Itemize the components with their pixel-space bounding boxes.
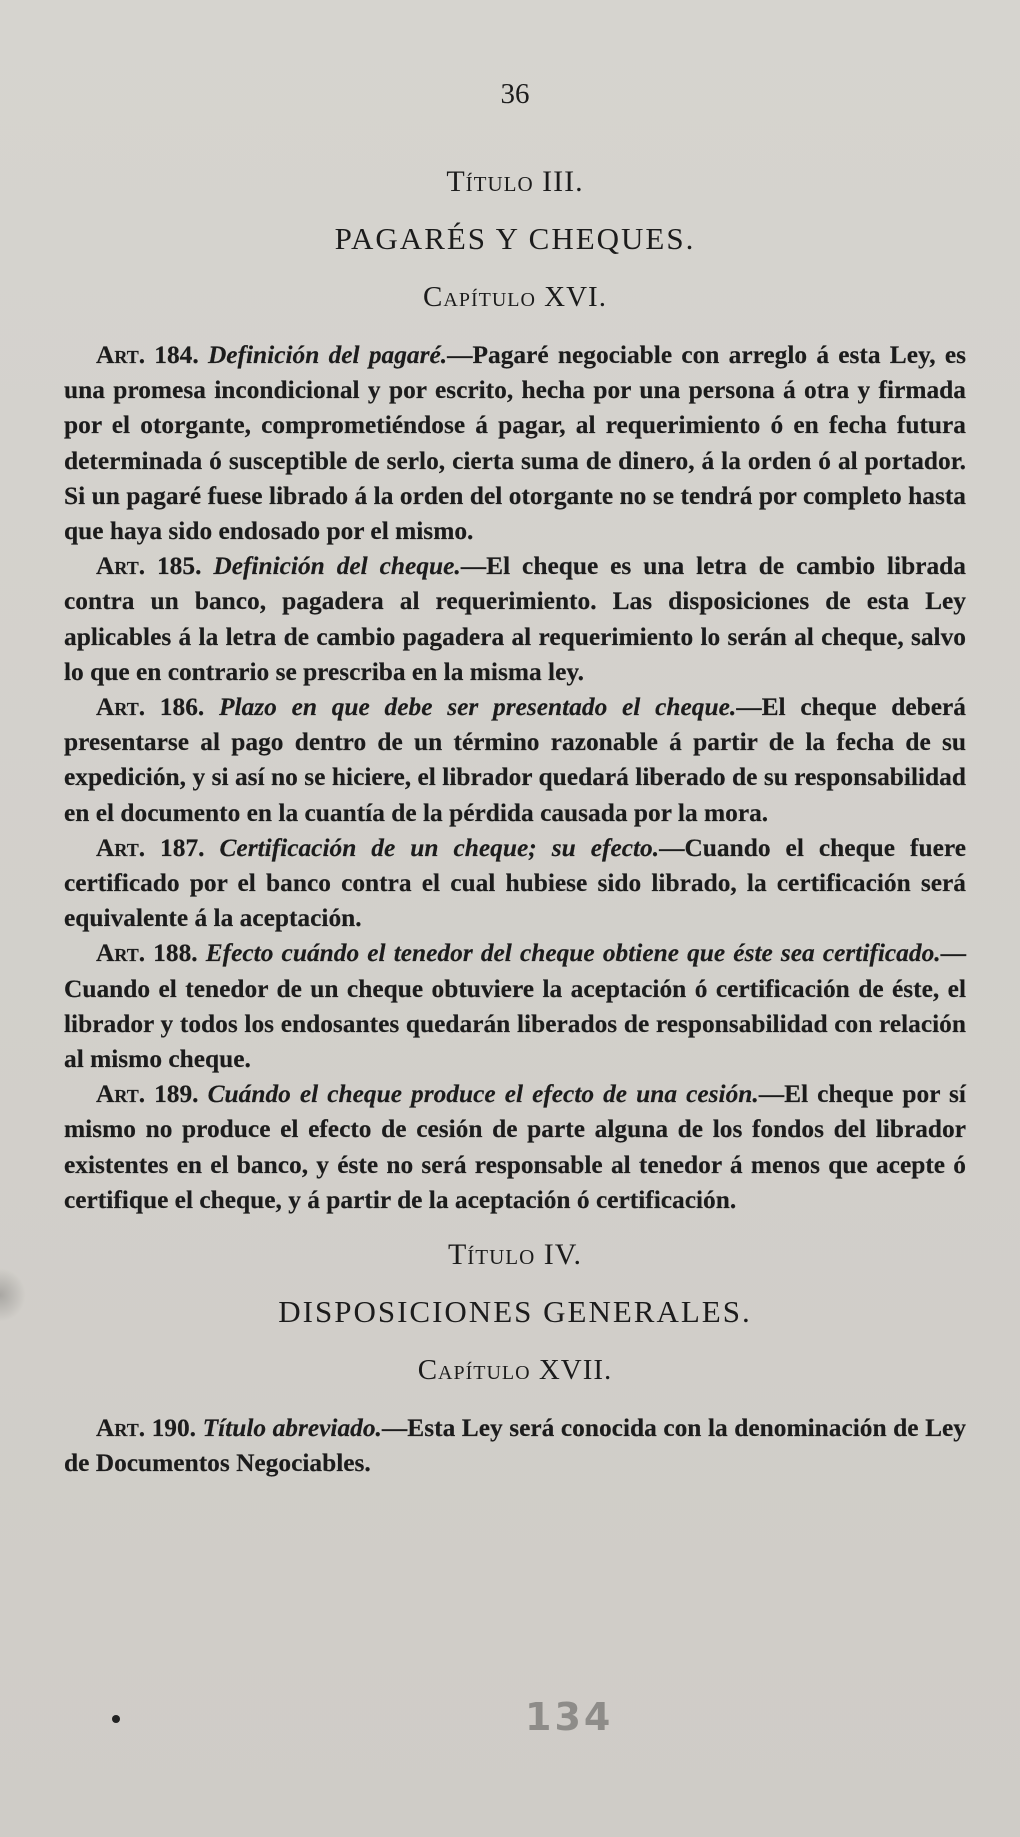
article-title: Definición del cheque. — [213, 552, 461, 581]
article-label: Art. 189. — [96, 1080, 199, 1109]
article-label: Art. 188. — [96, 939, 198, 968]
article-title: Efecto cuándo el tenedor del cheque obtiene que éste sea certificado. — [205, 939, 941, 968]
articles-section-1 — [64, 338, 966, 1218]
ink-dot — [112, 1715, 120, 1723]
article-188 — [64, 936, 966, 1077]
article-189 — [64, 1077, 966, 1218]
article-title: Plazo en que debe ser presentado el cheque. — [219, 693, 737, 722]
page-number: 36 — [500, 78, 530, 110]
article-text: —El cheque es una letra de cambio librada contra un banco, pagadera al requerimiento. Las disposiciones de esta Ley aplicables á la letra de cambio pagadera al requerimiento lo serán al cheque, salvo lo que en contrario se prescriba en la misma ley. — [64, 552, 966, 686]
article-title: Título abreviado. — [202, 1414, 382, 1443]
section-title-iii: Título III. — [446, 165, 584, 198]
article-title: Certificación de un cheque; su efecto. — [219, 833, 660, 862]
chapter-xvi: Capítulo XVI. — [423, 281, 607, 313]
article-text: —El cheque por sí mismo no produce el efecto de cesión de parte alguna de los fondos del librador existentes en el banco, y éste no será responsable al tenedor á menos que acepte ó certifique el cheque, y á partir de la aceptación ó certificación. — [64, 1080, 966, 1214]
stamped-page-number: 134 — [525, 1695, 614, 1739]
article-title: Cuándo el cheque produce el efecto de una cesión. — [207, 1080, 759, 1109]
section-heading-disposiciones: DISPOSICIONES GENERALES. — [278, 1294, 752, 1330]
article-text: —Cuando el cheque fuere certificado por el banco contra el cual hubiese sido librado, la certificación será equivalente á la aceptación. — [64, 833, 966, 933]
article-label: Art. 186. — [96, 693, 205, 722]
section-title-iv: Título IV. — [447, 1238, 583, 1272]
article-187 — [64, 831, 966, 937]
article-text: —Esta Ley será conocida con la denominación de Ley de Documentos Negociables. — [64, 1414, 966, 1478]
article-text: —Pagaré negociable con arreglo á esta Ley, es una promesa incondicional y por escrito, hecha por una persona á otra y firmada por el otorgante, comprometiéndose á pagar, al requerimiento ó en fecha futura determinada ó susceptible de serlo, cierta suma de dinero, á la orden ó al portador. Si un pagaré fuese librado á la orden del otorgante no se tendrá por completo hasta que haya sido endosado por el mismo. — [64, 341, 966, 546]
article-label: Art. 187. — [96, 833, 205, 862]
article-text: —Cuando el tenedor de un cheque obtuviere la aceptación ó certificación de éste, el librador y todos los endosantes quedarán liberados de responsabilidad con relación al mismo cheque. — [64, 939, 966, 1074]
page-edge-shadow — [0, 1268, 26, 1322]
article-label: Art. 185. — [96, 552, 202, 581]
article-label: Art. 184. — [96, 341, 199, 369]
article-184 — [64, 338, 966, 549]
article-186 — [64, 690, 966, 831]
article-text: —El cheque deberá presentarse al pago dentro de un término razonable á partir de la fecha de su expedición, y si así no se hiciere, el librador quedará liberado de su responsabilidad en el documento en la cuantía de la pérdida causada por la mora. — [64, 693, 966, 827]
spacer — [64, 1218, 966, 1238]
article-title: Definición del pagaré. — [207, 341, 448, 369]
section-heading-pagares: PAGARÉS Y CHEQUES. — [334, 221, 696, 256]
articles-section-2 — [64, 1411, 966, 1481]
article-190 — [64, 1411, 966, 1481]
article-185 — [64, 549, 966, 690]
chapter-xvii: Capítulo XVII. — [417, 1354, 613, 1387]
article-label: Art. 190. — [96, 1414, 197, 1443]
